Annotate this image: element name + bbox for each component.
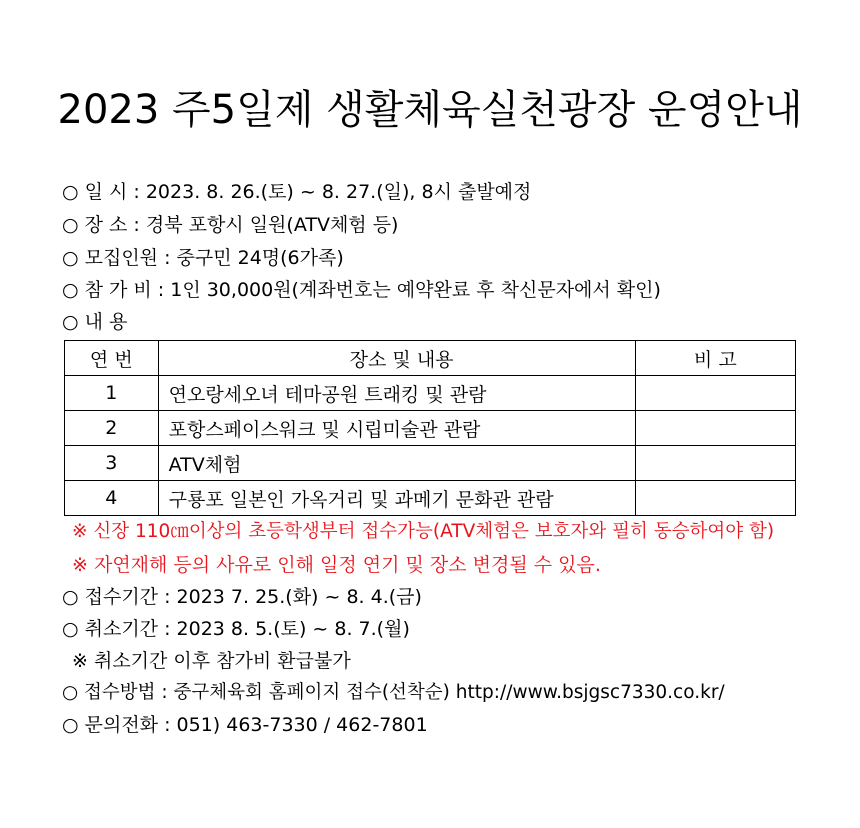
contact-phone: ○ 문의전화 : 051) 463-7330 / 462-7801 — [62, 714, 428, 736]
row-no: 1 — [65, 376, 159, 411]
header-note: 비 고 — [635, 341, 795, 376]
notice-weather: ※ 자연재해 등의 사유로 인해 일정 연기 및 장소 변경될 수 있음. — [72, 554, 601, 576]
row-desc: 구룡포 일본인 가옥거리 및 과메기 문화관 관람 — [158, 481, 635, 516]
info-content: ○ 내 용 — [62, 311, 128, 333]
table-row — [65, 411, 796, 446]
header-desc: 장소 및 내용 — [158, 341, 635, 376]
info-fee: ○ 참 가 비 : 1인 30,000원(계좌번호는 예약완료 후 착신문자에서 확인) — [62, 279, 661, 301]
row-note — [635, 411, 795, 446]
cancel-period: ○ 취소기간 : 2023 8. 5.(토) ~ 8. 7.(월) — [62, 618, 410, 640]
row-no: 2 — [65, 411, 159, 446]
no-refund-notice: ※ 취소기간 이후 참가비 환급불가 — [72, 650, 351, 672]
header-no: 연 번 — [65, 341, 159, 376]
reception-method: ○ 접수방법 : 중구체육회 홈페이지 접수(선착순) http://www.bsjgsc7330.co.kr/ — [62, 682, 725, 703]
table-header-row — [65, 341, 796, 376]
row-note — [635, 481, 795, 516]
row-note — [635, 376, 795, 411]
row-desc: 포항스페이스워크 및 시립미술관 관람 — [158, 411, 635, 446]
info-date: ○ 일 시 : 2023. 8. 26.(토) ~ 8. 27.(일), 8시 출발예정 — [62, 181, 532, 203]
reception-period: ○ 접수기간 : 2023 7. 25.(화) ~ 8. 4.(금) — [62, 586, 422, 608]
row-no: 4 — [65, 481, 159, 516]
notice-height: ※ 신장 110㎝이상의 초등학생부터 접수가능(ATV체험은 보호자와 필히 동승하여야 함) — [72, 521, 775, 542]
table-row — [65, 446, 796, 481]
row-desc: ATV체험 — [158, 446, 635, 481]
info-place: ○ 장 소 : 경북 포항시 일원(ATV체험 등) — [62, 214, 399, 236]
info-recruit: ○ 모집인원 : 중구민 24명(6가족) — [62, 247, 344, 269]
schedule-table — [64, 340, 796, 516]
table-row — [65, 481, 796, 516]
row-no: 3 — [65, 446, 159, 481]
row-note — [635, 446, 795, 481]
row-desc: 연오랑세오녀 테마공원 트래킹 및 관람 — [158, 376, 635, 411]
table-row — [65, 376, 796, 411]
page-title: 2023 주5일제 생활체육실천광장 운영안내 — [57, 87, 803, 133]
